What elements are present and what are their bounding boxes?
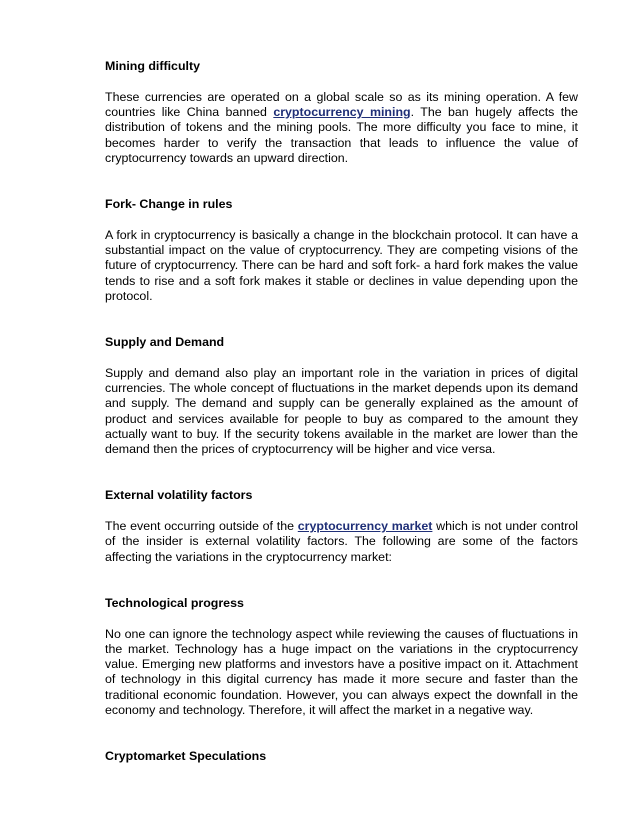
paragraph-technological-progress: No one can ignore the technology aspect while reviewing the causes of fluctuations in the market. Technology has a huge impact on the variations in the cryptocurrency value. Emerging new platforms and investors have a positive impact on it. Attachment of technology in this digital currency has made it more secure and faster than the traditional economic foundation. However, you can always expect the downfall in the economy and technology. Therefore, it will affect the market in a negative way. <box>105 626 578 717</box>
cryptocurrency-market-link[interactable]: cryptocurrency market <box>297 519 433 534</box>
paragraph-text: . The ban hugely affects the distribution of tokens and the mining pools. The more difficulty you face to mine, it becomes harder to verify the transaction that leads to influence the value of cryptocurrency towards an upward direction. <box>105 105 579 165</box>
heading-mining-difficulty: Mining difficulty <box>105 59 200 73</box>
document-content <box>105 58 578 764</box>
cryptocurrency-mining-link[interactable]: cryptocurrency mining <box>273 105 411 120</box>
heading-cryptomarket-speculations: Cryptomarket Speculations <box>105 749 267 764</box>
heading-supply-and-demand: Supply and Demand <box>105 335 225 350</box>
paragraph-mining-difficulty <box>105 90 578 166</box>
paragraph-external-volatility-factors <box>105 519 578 565</box>
paragraph-supply-and-demand: Supply and demand also play an important role in the variation in prices of digital currencies. The whole concept of fluctuations in the market depends upon its demand and supply. The demand and supply can be generally explained as the amount of product and services available for people to buy as compared to the amount they actually want to buy. If the security tokens available in the market are lower than the demand then the prices of cryptocurrency will be higher and vice versa. <box>105 366 578 457</box>
paragraph-fork-change-in-rules: A fork in cryptocurrency is basically a change in the blockchain protocol. It can have a substantial impact on the value of cryptocurrency. They are competing visions of the future of cryptocurrency. There can be hard and soft fork- a hard fork makes the value tends to rise and a soft fork makes it stable or declines in value depending upon the protocol. <box>105 228 578 303</box>
paragraph-text: These currencies are operated on a global scale so as its mining operation. A few countries like China banned <box>105 90 578 120</box>
heading-technological-progress: Technological progress <box>105 595 244 610</box>
heading-fork-change-in-rules: Fork- Change in rules <box>105 197 233 212</box>
paragraph-text: which is not under control of the insider is external volatility factors. The following are some of the factors affecting the variations in the cryptocurrency market: <box>105 519 578 564</box>
paragraph-text: The event occurring outside of the <box>105 519 298 534</box>
heading-external-volatility-factors: External volatility factors <box>105 488 253 503</box>
